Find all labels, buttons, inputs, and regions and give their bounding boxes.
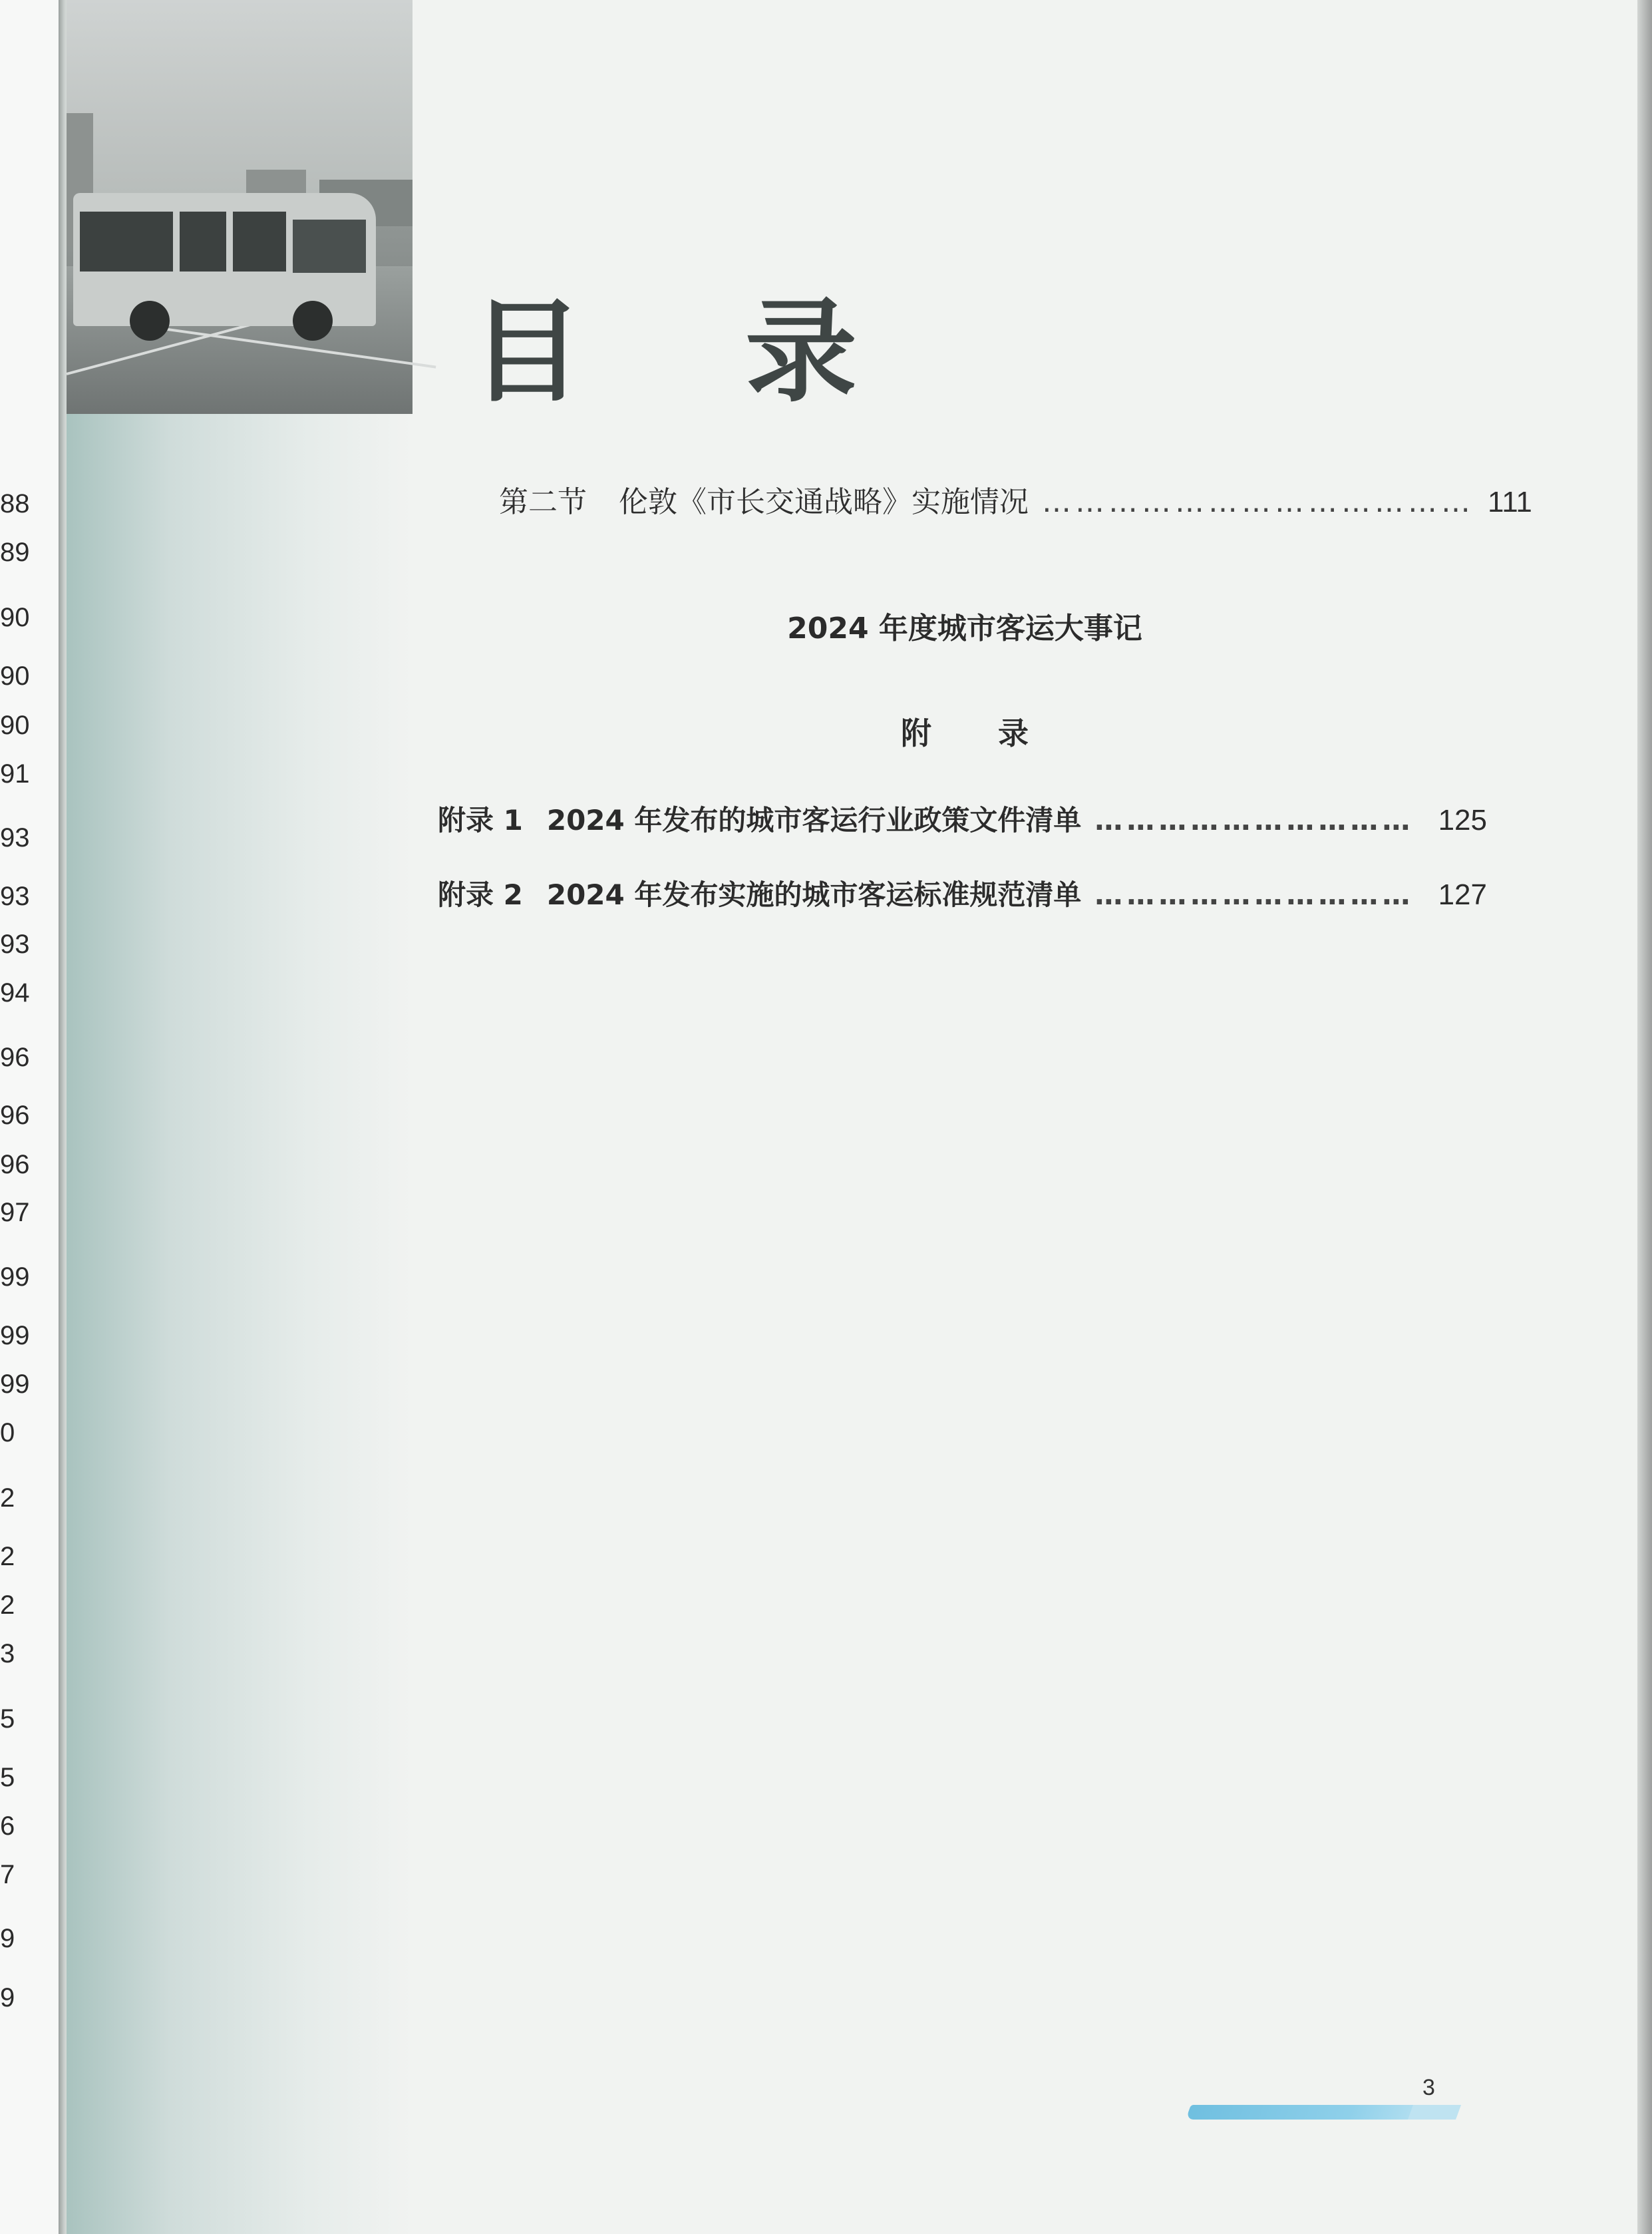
toc-dot-leader: ………………………………… [1042,485,1474,519]
facing-page-number: 88 [0,489,30,518]
toc-entry-title: 伦敦《市长交通战略》实施情况 [619,485,1029,519]
appendix-tag: 附录 2 [438,878,523,911]
facing-page-number: 7 [0,1860,15,1889]
facing-page-number: 93 [0,823,30,852]
facing-page-number: 96 [0,1043,30,1072]
facing-page-number: 96 [0,1101,30,1130]
facing-page-number: 2 [0,1542,15,1571]
facing-page-number: 5 [0,1704,15,1734]
title-char-2: 录 [745,285,857,417]
toc-section-number: 第二节 [499,485,587,519]
appendix-tag: 附录 1 [438,804,523,837]
page-edge [1637,0,1652,2234]
toc-dot-leader: ………………………… [1094,804,1414,837]
toc-entry-title: 2024 年发布的城市客运行业政策文件清单 [546,804,1082,837]
facing-page-number: 9 [0,1983,15,2012]
events-heading[interactable]: 2024 年度城市客运大事记 [787,612,1142,646]
facing-page-number: 90 [0,711,30,740]
gutter-gradient-band [67,413,413,2234]
facing-page-number: 99 [0,1370,30,1399]
facing-page-number: 91 [0,759,30,789]
appendix-heading: 附录 [901,715,1095,751]
toc-entry[interactable] [438,799,1487,838]
facing-page-number: 5 [0,1763,15,1792]
facing-page-number: 3 [0,1639,15,1668]
facing-page-number: 99 [0,1321,30,1350]
facing-page-number: 9 [0,1924,15,1953]
facing-page [0,0,61,2234]
facing-page-number: 93 [0,882,30,911]
facing-page-number: 94 [0,978,30,1008]
toc-entry[interactable] [499,478,1532,520]
footer-page-number: 3 [1422,2075,1435,2100]
facing-page-number: 0 [0,1418,15,1447]
facing-page-number: 97 [0,1198,30,1227]
facing-page-number: 99 [0,1262,30,1292]
facing-page-number: 89 [0,538,30,567]
toc-entry[interactable] [438,873,1487,913]
toc-entry-title: 2024 年发布实施的城市客运标准规范清单 [546,878,1082,911]
facing-page-number: 2 [0,1483,15,1513]
facing-page-number: 6 [0,1811,15,1841]
toc-page-number: 125 [1438,804,1487,837]
facing-page-number: 90 [0,661,30,691]
facing-page-number: 2 [0,1590,15,1620]
facing-page-number: 93 [0,930,30,959]
footer-accent-bar-tip [1408,2105,1461,2120]
toc-dot-leader: ………………………… [1094,878,1414,911]
page-title [471,279,857,417]
toc-page-number: 127 [1438,878,1487,911]
facing-page-number: 90 [0,603,30,632]
toc-page-number: 111 [1488,486,1532,518]
title-char-1: 目 [471,285,583,417]
facing-page-number: 96 [0,1150,30,1179]
bus-photo [67,0,413,414]
